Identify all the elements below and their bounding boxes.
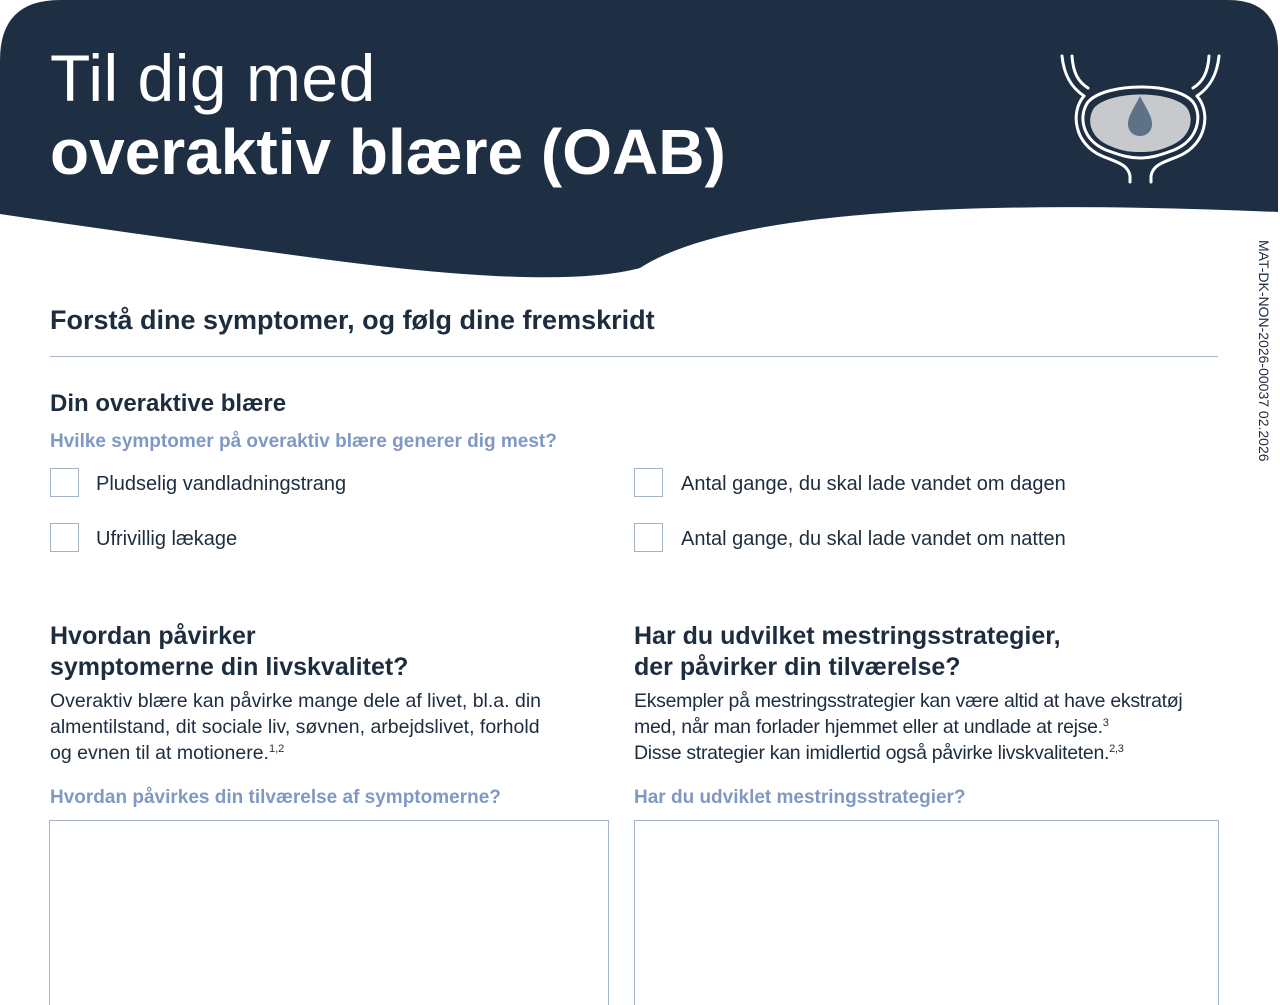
quality-of-life-heading-line-1: Hvordan påvirker [50,622,256,650]
reference-superscript: 3 [1102,717,1109,729]
section-title: Din overaktive blære [50,390,287,417]
quality-of-life-question: Hvordan påvirkes din tilværelse af symptomerne? [50,787,501,808]
checkbox-label-nighttime-frequency: Antal gange, du skal lade vandet om natten [681,528,1066,550]
coping-strategies-text [634,688,1182,766]
title-line-2: overaktiv blære (OAB) [50,116,726,188]
title-line-1: Til dig med [50,41,376,115]
reference-superscript: 2,3 [1109,743,1124,755]
quality-of-life-answer-field[interactable] [49,820,609,1005]
checkbox-leakage[interactable] [50,523,79,552]
quality-of-life-text-line-2: almentilstand, dit sociale liv, søvnen, arbejdslivet, forhold [50,716,540,738]
checkbox-sudden-urge[interactable] [50,468,79,497]
checkbox-daytime-frequency[interactable] [634,468,663,497]
coping-strategies-answer-field[interactable] [634,820,1219,1005]
checkbox-label-sudden-urge: Pludselig vandladningstrang [96,473,347,495]
symptoms-question: Hvilke symptomer på overaktiv blære generer dig mest? [50,431,557,452]
coping-strategies-question: Har du udviklet mestringsstrategier? [634,787,966,808]
coping-strategies-text-line-2 [634,714,1182,740]
divider [50,356,1218,357]
document-code: MAT-DK-NON-2026-00037 02.2026 [1256,240,1272,462]
coping-strategies-text-line-2-main: med, når man forlader hjemmet eller at undlade at rejse. [634,716,1103,738]
checkbox-label-daytime-frequency: Antal gange, du skal lade vandet om dagen [681,473,1066,495]
coping-strategies-text-line-3 [634,740,1182,766]
quality-of-life-heading [50,621,408,683]
bladder-drop-icon [1058,52,1223,184]
coping-strategies-text-line-1: Eksempler på mestringsstrategier kan være altid at have ekstratøj [634,690,1183,712]
coping-strategies-text-line-3-main: Disse strategier kan imidlertid også påvirke livskvaliteten. [634,742,1110,764]
quality-of-life-text-line-3 [50,740,541,766]
quality-of-life-text-line-1: Overaktiv blære kan påvirke mange dele af livet, bl.a. din [50,690,541,712]
checkbox-nighttime-frequency[interactable] [634,523,663,552]
quality-of-life-heading-line-2: symptomerne din livskvalitet? [50,653,409,681]
page-subtitle: Forstå dine symptomer, og følg dine fremskridt [50,305,655,335]
coping-strategies-heading [634,621,1061,683]
quality-of-life-text-line-3-main: og evnen til at motionere. [50,742,269,764]
quality-of-life-text [50,688,541,766]
reference-superscript: 1,2 [268,743,285,755]
coping-strategies-heading-line-2: der påvirker din tilværelse? [634,653,961,681]
checkbox-label-leakage: Ufrivillig lækage [96,528,238,550]
coping-strategies-heading-line-1: Har du udvilket mestringsstrategier, [634,622,1061,650]
